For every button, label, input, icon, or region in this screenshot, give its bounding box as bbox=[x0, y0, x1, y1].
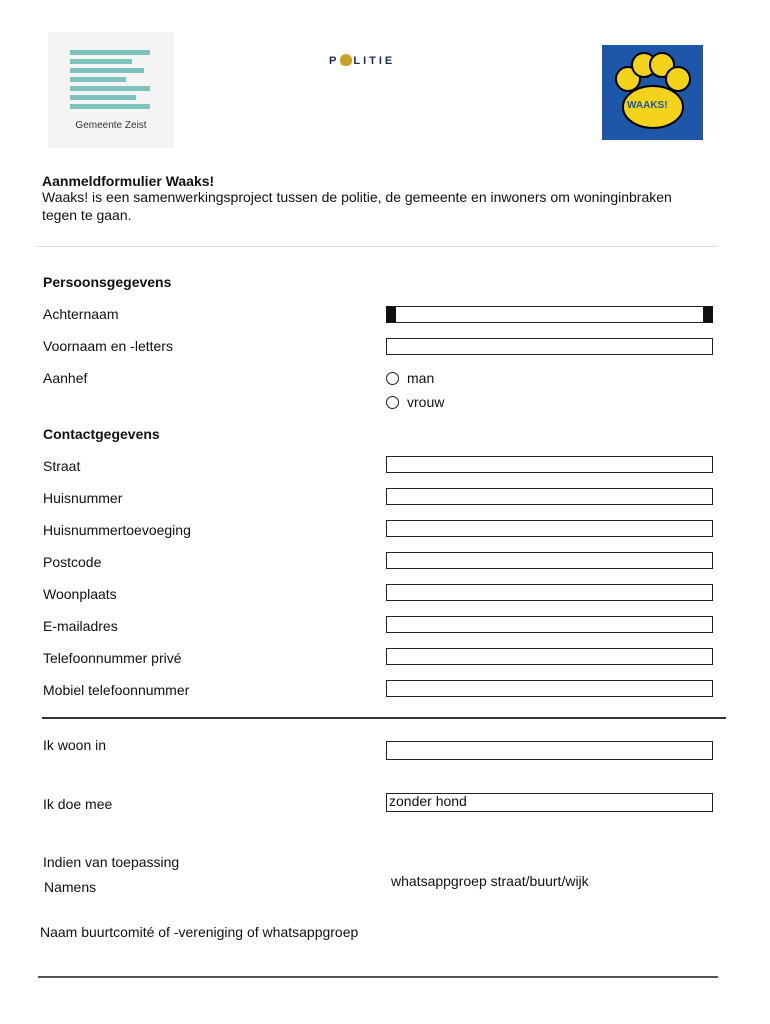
label-huisnummer: Huisnummer bbox=[43, 490, 123, 506]
zeist-logo-text: Gemeente Zeist bbox=[75, 120, 147, 131]
postcode-input[interactable] bbox=[386, 552, 713, 569]
waaks-logo-text: WAAKS! bbox=[627, 100, 668, 111]
section-contactgegevens: Contactgegevens bbox=[43, 426, 160, 442]
politie-logo-post: LITIE bbox=[353, 55, 396, 67]
telefoon-prive-input[interactable] bbox=[386, 648, 713, 665]
label-mobiel: Mobiel telefoonnummer bbox=[43, 682, 190, 698]
label-straat: Straat bbox=[43, 458, 81, 474]
ik-woon-in-select[interactable] bbox=[386, 741, 713, 760]
politie-logo bbox=[329, 54, 395, 67]
radio-man[interactable] bbox=[386, 372, 399, 385]
radio-vrouw-label: vrouw bbox=[407, 394, 445, 410]
mobiel-input[interactable] bbox=[386, 680, 713, 697]
logo-stripe bbox=[70, 59, 132, 64]
ik-doe-mee-select[interactable]: zonder hond bbox=[386, 793, 713, 812]
label-postcode: Postcode bbox=[43, 554, 102, 570]
gemeente-zeist-logo bbox=[48, 32, 174, 148]
label-ik-doe-mee: Ik doe mee bbox=[43, 796, 113, 812]
label-telefoon-prive: Telefoonnummer privé bbox=[43, 650, 182, 666]
divider bbox=[42, 717, 726, 719]
logo-stripe bbox=[70, 77, 126, 82]
divider bbox=[36, 246, 718, 247]
logo-stripe bbox=[70, 95, 136, 100]
straat-input[interactable] bbox=[386, 456, 713, 473]
section-persoonsgegevens: Persoonsgegevens bbox=[43, 274, 172, 290]
label-emailadres: E-mailadres bbox=[43, 618, 118, 634]
namens-select[interactable]: whatsappgroep straat/buurt/wijk bbox=[391, 873, 589, 889]
emailadres-input[interactable] bbox=[386, 616, 713, 633]
label-woonplaats: Woonplaats bbox=[43, 586, 117, 602]
huisnummertoevoeging-input[interactable] bbox=[386, 520, 713, 537]
form-intro: Waaks! is een samenwerkingsproject tussen de politie, de gemeente en inwoners om woninginbraken tegen te gaan. bbox=[42, 189, 672, 223]
logo-stripe bbox=[70, 68, 144, 73]
politie-emblem-icon bbox=[340, 54, 352, 66]
voornaam-input[interactable] bbox=[386, 338, 713, 355]
label-huisnummertoevoeging: Huisnummertoevoeging bbox=[43, 522, 191, 538]
label-namens: Namens bbox=[44, 879, 97, 895]
logo-stripe bbox=[70, 50, 150, 55]
paw-icon bbox=[602, 45, 703, 140]
logo-stripe bbox=[70, 104, 150, 109]
label-naam-buurtcomite: Naam buurtcomité of -vereniging of whatsappgroep bbox=[40, 924, 359, 940]
divider bbox=[38, 976, 718, 978]
achternaam-input[interactable] bbox=[386, 306, 713, 323]
woonplaats-input[interactable] bbox=[386, 584, 713, 601]
label-voornaam: Voornaam en -letters bbox=[43, 338, 173, 354]
radio-man-label: man bbox=[407, 370, 435, 386]
logo-stripe bbox=[70, 86, 150, 91]
radio-vrouw[interactable] bbox=[386, 396, 399, 409]
label-ik-woon-in: Ik woon in bbox=[43, 737, 107, 753]
label-aanhef: Aanhef bbox=[43, 370, 88, 386]
label-indien: Indien van toepassing bbox=[43, 854, 180, 870]
huisnummer-input[interactable] bbox=[386, 488, 713, 505]
label-achternaam: Achternaam bbox=[43, 306, 119, 322]
waaks-logo bbox=[602, 45, 703, 140]
form-title: Aanmeldformulier Waaks! bbox=[42, 173, 215, 189]
politie-logo-pre: P bbox=[329, 55, 340, 67]
